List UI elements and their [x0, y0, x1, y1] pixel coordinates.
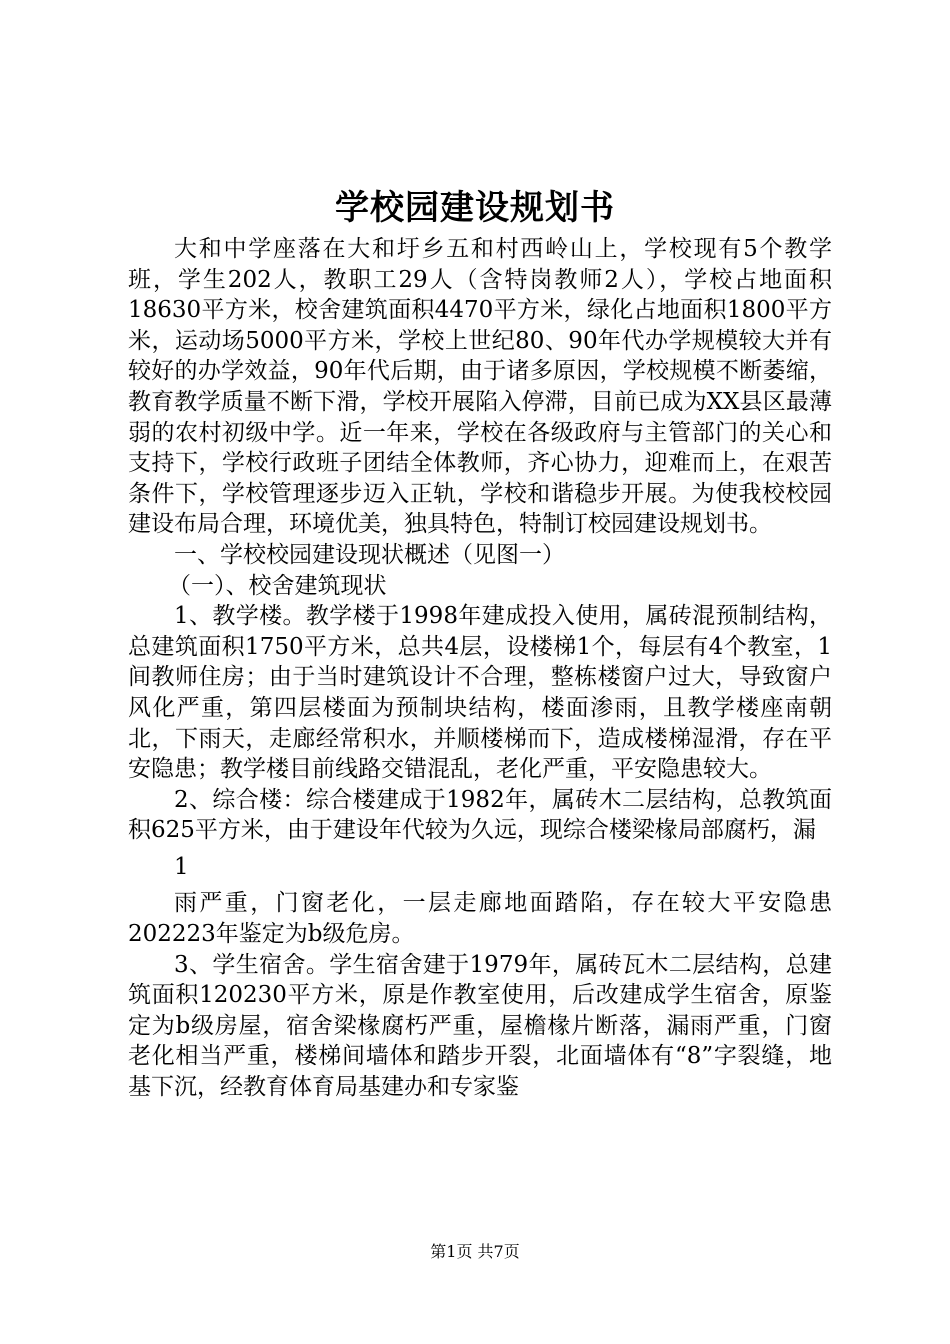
- complex-building-continued: 雨严重，门窗老化，一层走廊地面踏陷，存在较大平安隐患202223年鉴定为b级危房。: [128, 890, 832, 948]
- inline-page-number: 1: [174, 853, 189, 880]
- document-body: [128, 234, 832, 1103]
- intro-paragraph: 大和中学座落在大和圩乡五和村西岭山上，学校现有5个教学班，学生202人，教职工29人（含特岗教师2人），学校占地面积18630平方米，校舍建筑面积4470平方米，绿化占地面积1800平方米，运动场5000平方米，学校上世纪80、90年代办学规模较大并有较好的办学效益，90年代后期，由于诸多原因，学校规模不断萎缩，教育教学质量不断下滑，学校开展陷入停滞，目前已成为XX县区最薄弱的农村初级中学。近一年来，学校在各级政府与主管部门的关心和支持下，学校行政班子团结全体教师，齐心协力，迎难而上，在艰苦条件下，学校管理逐步迈入正轨，学校和谐稳步开展。为使我校校园建设布局合理，环境优美，独具特色，特制订校园建设规划书。: [128, 236, 832, 538]
- document-title: 学校园建设规划书: [335, 188, 615, 228]
- complex-building-paragraph: 2、综合楼：综合楼建成于1982年，属砖木二层结构，总教筑面积625平方米，由于建设年代较为久远，现综合楼梁椽局部腐朽，漏: [128, 786, 832, 844]
- teaching-building-paragraph: 1、教学楼。教学楼于1998年建成投入使用，属砖混预制结构，总建筑面积1750平方米，总共4层，设楼梯1个，每层有4个教室，1间教师住房；由于当时建筑设计不合理，整栋楼窗户过大，导致窗户风化严重，第四层楼面为预制块结构，楼面渗雨，且教学楼座南朝北，下雨天，走廊经常积水，并顺楼梯而下，造成楼梯湿滑，存在平安隐患；教学楼目前线路交错混乱，老化严重，平安隐患较大。: [128, 603, 832, 783]
- section-heading: 一、学校校园建设现状概述（见图一）: [174, 541, 565, 568]
- page-footer: 第1页 共7页: [430, 1242, 520, 1261]
- dormitory-paragraph: 3、学生宿舍。学生宿舍建于1979年，属砖瓦木二层结构，总建筑面积120230平方米，原是作教室使用，后改建成学生宿舍，原鉴定为b级房屋，宿舍梁椽腐朽严重，屋檐椽片断落，漏雨严重，门窗老化相当严重，楼梯间墙体和踏步开裂，北面墙体有“8”字裂缝，地基下沉，经教育体育局基建办和专家鉴: [128, 951, 832, 1101]
- subsection-heading: （一）、校舍建筑现状: [168, 572, 387, 599]
